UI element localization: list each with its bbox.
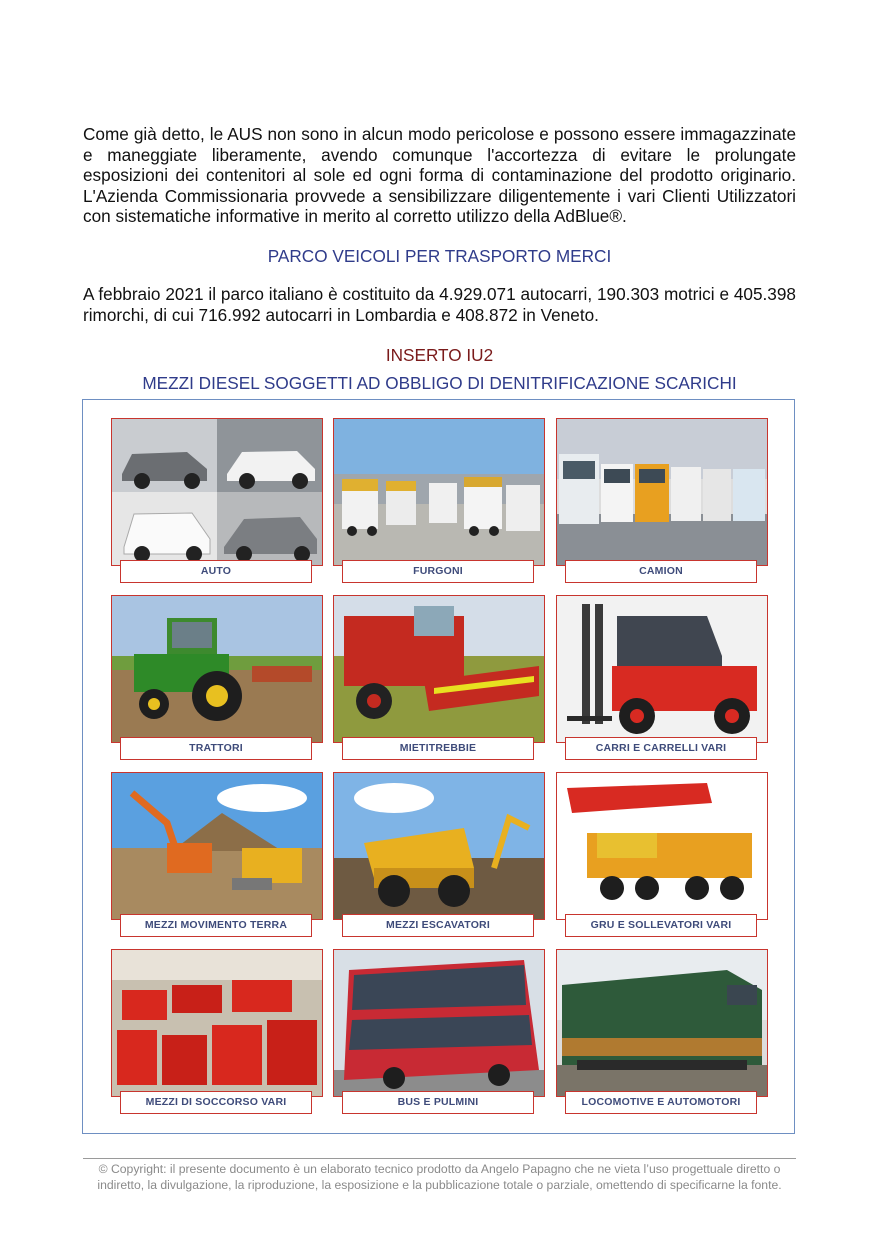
insert-subtitle: MEZZI DIESEL SOGGETTI AD OBBLIGO DI DENITRIFICAZIONE SCARICHI	[142, 373, 737, 393]
fire-truck-photo	[111, 949, 323, 1097]
earthmover-photo	[111, 772, 323, 920]
vehicle-label: TRATTORI	[120, 737, 312, 760]
combine-harvester-photo	[333, 595, 545, 743]
vehicle-card-auto	[111, 418, 323, 588]
vehicle-label: MEZZI ESCAVATORI	[342, 914, 534, 937]
section-heading: PARCO VEICOLI PER TRASPORTO MERCI	[267, 246, 612, 266]
bus-photo	[333, 949, 545, 1097]
vehicle-card-locomotive	[556, 949, 768, 1119]
vehicle-label: AUTO	[120, 560, 312, 583]
vehicle-label: CAMION	[565, 560, 757, 583]
vehicle-label: CARRI E CARRELLI VARI	[565, 737, 757, 760]
vehicle-label: MEZZI MOVIMENTO TERRA	[120, 914, 312, 937]
vehicle-grid-frame	[82, 399, 795, 1134]
vehicle-label: BUS E PULMINI	[342, 1091, 534, 1114]
vehicle-card-mietitrebbie	[333, 595, 545, 765]
vehicle-card-furgoni	[333, 418, 545, 588]
vehicle-card-bus	[333, 949, 545, 1119]
vehicle-label: GRU E SOLLEVATORI VARI	[565, 914, 757, 937]
vehicle-card-movimento-terra	[111, 772, 323, 942]
vehicle-label: FURGONI	[342, 560, 534, 583]
copyright-footer: © Copyright: il presente documento è un elaborato tecnico prodotto da Angelo Papagno che ne vieta l’uso progettuale diretto o indiretto, la divulgazione, la riproduzione, la esposizione e la pubblicazione totale o parziale, omettendo di specificarne la fonte.	[97, 1162, 782, 1192]
vehicle-label: LOCOMOTIVE E AUTOMOTORI	[565, 1091, 757, 1114]
forklift-photo	[556, 595, 768, 743]
vehicle-card-escavatori	[333, 772, 545, 942]
vehicle-card-soccorso	[111, 949, 323, 1119]
intro-paragraph: Come già detto, le AUS non sono in alcun modo pericolose e possono essere immagazzinate e maneggiate liberamente, avendo comunque l'accortezza di evitare le prolungate esposizioni dei contenitori al sole ed ogni forma di contaminazione del prodotto originario. L'Azienda Commissionaria provvede a sensibilizzare diligentemente i vari Clienti Utilizzatori con sistematiche informative in merito al corretto utilizzo della AdBlue®.	[83, 124, 796, 227]
car-photo	[111, 418, 323, 566]
footer-divider	[83, 1158, 796, 1159]
vehicle-card-gru	[556, 772, 768, 942]
van-photo	[333, 418, 545, 566]
crane-truck-photo	[556, 772, 768, 920]
vehicle-label: MIETITREBBIE	[342, 737, 534, 760]
tractor-photo	[111, 595, 323, 743]
insert-title: INSERTO IU2	[385, 345, 494, 365]
vehicle-card-carri	[556, 595, 768, 765]
vehicle-card-trattori	[111, 595, 323, 765]
vehicle-card-camion	[556, 418, 768, 588]
vehicle-label: MEZZI DI SOCCORSO VARI	[120, 1091, 312, 1114]
truck-photo	[556, 418, 768, 566]
dump-truck-photo	[333, 772, 545, 920]
locomotive-photo	[556, 949, 768, 1097]
fleet-paragraph: A febbraio 2021 il parco italiano è costituito da 4.929.071 autocarri, 190.303 motrici e 405.398 rimorchi, di cui 716.992 autocarri in Lombardia e 408.872 in Veneto.	[83, 284, 796, 325]
